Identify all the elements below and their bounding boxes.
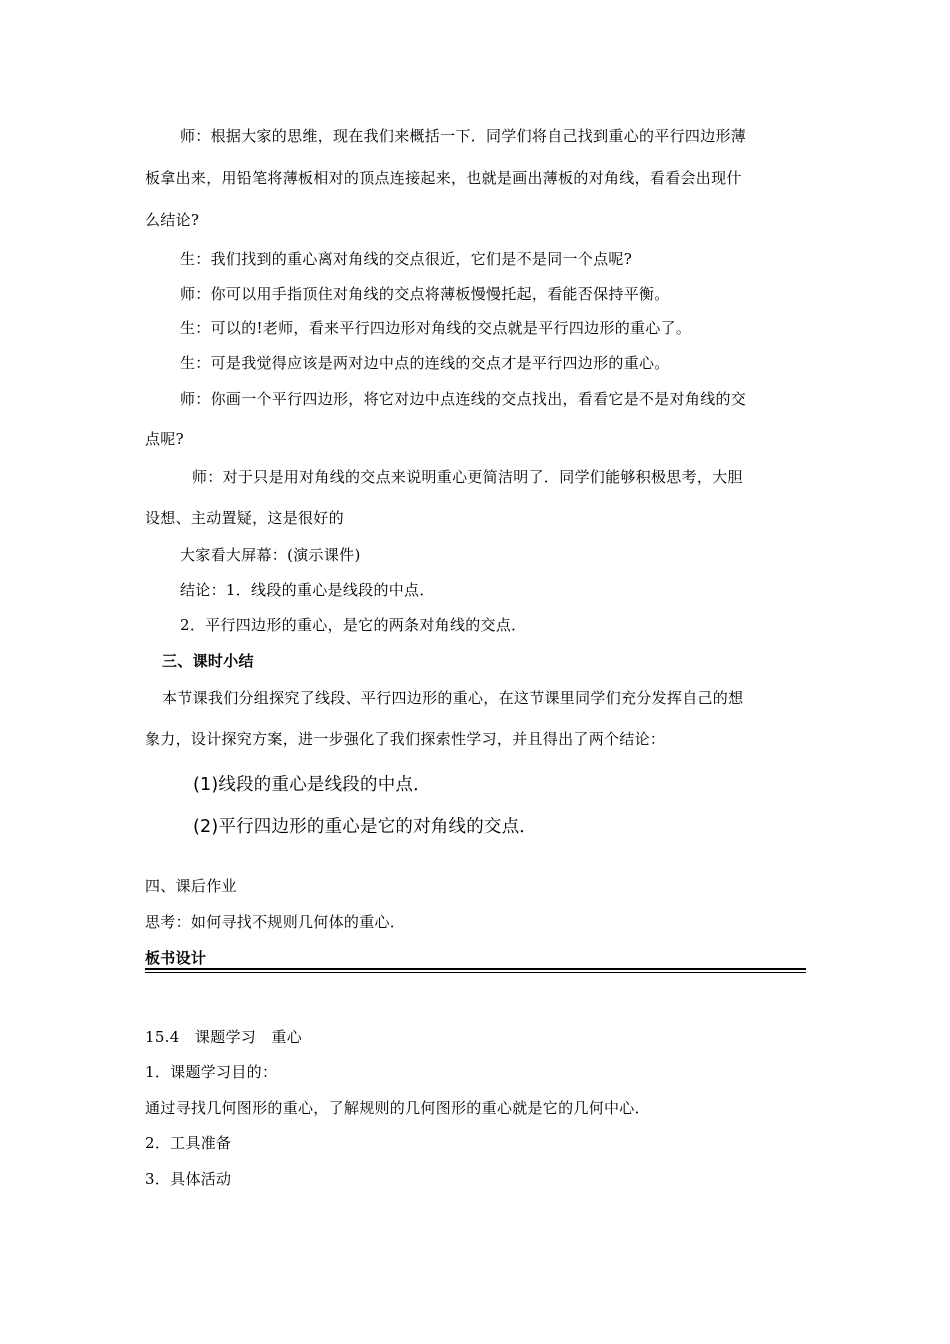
dialogue-line: 点呢?: [145, 430, 184, 448]
board-line: 1．课题学习目的：: [145, 1063, 278, 1081]
dialogue-line: 师：根据大家的思维，现在我们来概括一下．同学们将自己找到重心的平行四边形薄: [180, 127, 747, 145]
dialogue-line: 设想、主动置疑，这是很好的: [145, 509, 344, 527]
dialogue-line: 生：可是我觉得应该是两对边中点的连线的交点才是平行四边形的重心。: [180, 354, 670, 372]
conclusion-image-line-1: (1)线段的重心是线段的中点．: [193, 775, 431, 795]
board-line: 15.4 课题学习 重心: [145, 1028, 302, 1046]
dialogue-line: 师：你画一个平行四边形，将它对边中点连线的交点找出，看看它是不是对角线的交: [180, 390, 747, 408]
dialogue-line: 板拿出来，用铅笔将薄板相对的顶点连接起来，也就是画出薄板的对角线，看看会出现什: [145, 169, 742, 187]
dialogue-line: 大家看大屏幕：(演示课件): [180, 546, 361, 564]
section-heading-summary: 三、课时小结: [162, 652, 254, 670]
board-line: 3．具体活动: [145, 1170, 232, 1188]
dialogue-line: 么结论?: [145, 211, 200, 229]
dialogue-line: 师：对于只是用对角线的交点来说明重心更简洁明了．同学们能够积极思考，大胆: [192, 468, 743, 486]
summary-line: 本节课我们分组探究了线段、平行四边形的重心，在这节课里同学们充分发挥自己的想: [162, 689, 744, 707]
conclusion-line: 2．平行四边形的重心，是它的两条对角线的交点．: [180, 616, 527, 634]
section-heading-board: 板书设计: [145, 949, 207, 967]
heading-rule-thick: [145, 968, 806, 970]
homework-text: 思考：如何寻找不规则几何体的重心．: [145, 913, 406, 931]
dialogue-line: 生：我们找到的重心离对角线的交点很近，它们是不是同一个点呢?: [180, 250, 633, 268]
section-heading-homework: 四、课后作业: [145, 877, 237, 895]
board-line: 通过寻找几何图形的重心，了解规则的几何图形的重心就是它的几何中心．: [145, 1099, 650, 1117]
conclusion-image-line-2: (2)平行四边形的重心是它的对角线的交点．: [193, 817, 537, 837]
dialogue-line: 师：你可以用手指顶住对角线的交点将薄板慢慢托起，看能否保持平衡。: [180, 285, 670, 303]
heading-rule-thin: [145, 972, 806, 973]
summary-line: 象力，设计探究方案，进一步强化了我们探索性学习，并且得出了两个结论：: [145, 730, 666, 748]
conclusion-line: 结论：1．线段的重心是线段的中点．: [180, 581, 435, 599]
board-line: 2．工具准备: [145, 1134, 232, 1152]
dialogue-line: 生：可以的!老师，看来平行四边形对角线的交点就是平行四边形的重心了。: [180, 319, 692, 337]
